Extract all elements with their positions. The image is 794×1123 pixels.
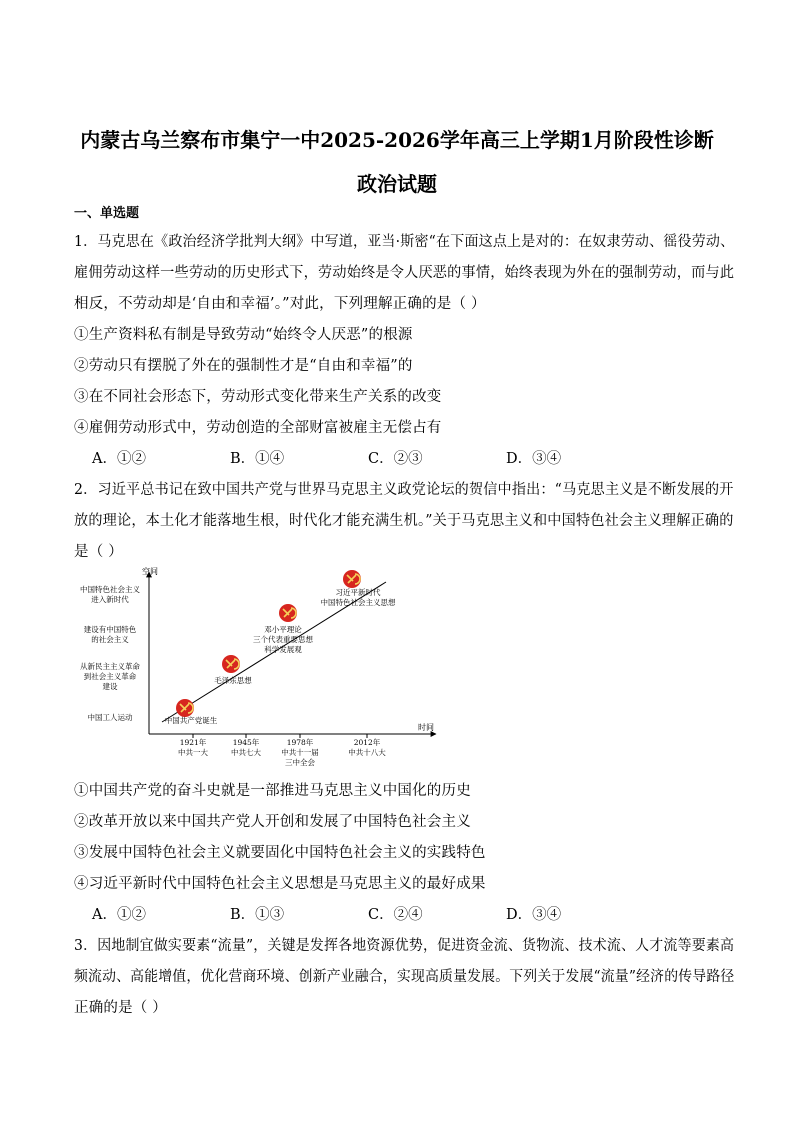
x-label: 中共七大 [231, 748, 261, 757]
q2-statement: ②改革开放以来中国共产党人开创和发展了中国特色社会主义 [74, 814, 471, 830]
x-label: 中共一大 [178, 748, 208, 757]
q1-statement: ①生产资料私有制是导致劳动“始终令人厌恶”的根源 [74, 327, 413, 343]
q2-statement: ①中国共产党的奋斗史就是一部推进马克思主义中国化的历史 [74, 783, 471, 799]
q2-stem-line: 放的理论，本土化才能落地生根，时代化才能充满生机。”关于马克思主义和中国特色社会主义理解正确的 [74, 513, 734, 529]
option-a[interactable]: A．①② [92, 451, 146, 467]
milestone-label: 邓小平理论 [264, 625, 302, 634]
x-label: 中共十八大 [348, 748, 386, 757]
x-label: 2012年 [353, 738, 381, 747]
q2-stem-line: 是（ ） [74, 544, 123, 560]
option-a[interactable]: A．①② [92, 907, 146, 923]
y-label: 中国特色社会主义 [80, 585, 140, 594]
option-b[interactable]: B．①③ [230, 907, 285, 923]
x-label: 三中全会 [285, 758, 315, 767]
option-c[interactable]: C．②③ [368, 451, 423, 467]
y-label: 的社会主义 [91, 635, 129, 644]
y-label: 到社会主义革命 [83, 672, 137, 681]
party-emblem-icon [222, 655, 240, 673]
x-label: 1978年 [286, 738, 314, 747]
milestone-label: 习近平新时代 [335, 588, 381, 597]
exam-title: 内蒙古乌兰察布市集宁一中2025-2026学年高三上学期1月阶段性诊断 [80, 128, 714, 152]
option-d[interactable]: D．③④ [506, 451, 562, 467]
milestone-label: 中国共产党诞生 [164, 716, 218, 725]
q2-stem-line: 2．习近平总书记在致中国共产党与世界马克思主义政党论坛的贺信中指出：“马克思主义是不断发展的开 [74, 482, 734, 498]
milestone-label: 毛泽东思想 [214, 676, 252, 685]
option-d[interactable]: D．③④ [506, 907, 562, 923]
q1-statement: ②劳动只有摆脱了外在的强制性才是“自由和幸福”的 [74, 358, 413, 374]
y-label: 中国工人运动 [87, 713, 133, 722]
option-b[interactable]: B．①④ [230, 451, 285, 467]
y-label: 进入新时代 [91, 595, 129, 604]
milestone-label: 科学发展观 [264, 645, 302, 654]
x-label: 中共十一届 [281, 748, 319, 757]
q1-stem-line: 相反，不劳动却是‘自由和幸福’。”对此，下列理解正确的是（ ） [74, 296, 486, 312]
x-label: 1945年 [232, 738, 260, 747]
party-emblem-icon [176, 699, 194, 717]
q1-statement: ③在不同社会形态下，劳动形式变化带来生产关系的改变 [74, 389, 442, 405]
q3-stem-line: 频流动、高能增值，优化营商环境、创新产业融合，实现高质量发展。下列关于发展“流量”经济的传导路径 [74, 969, 735, 985]
q2-options [92, 903, 561, 924]
q1-options [92, 447, 561, 468]
y-label: 建设 [102, 682, 118, 691]
sinicization-timeline-figure [74, 562, 444, 770]
q3-stem-line: 正确的是（ ） [74, 1000, 168, 1016]
milestone-label: 三个代表重要思想 [253, 635, 313, 644]
q1-stem-line: 雇佣劳动这样一些劳动的历史形式下，劳动始终是令人厌恶的事情，始终表现为外在的强制劳动，而与此 [74, 265, 735, 281]
q2-statement: ③发展中国特色社会主义就要固化中国特色社会主义的实践特色 [74, 845, 486, 861]
section-heading: 一、单选题 [74, 206, 140, 221]
party-emblem-icon [343, 570, 361, 588]
q3-stem-line: 3．因地制宜做实要素“流量”，关键是发挥各地资源优势，促进资金流、货物流、技术流、人才流等要素高 [74, 938, 735, 954]
exam-subject-title: 政治试题 [357, 172, 437, 196]
x-label: 1921年 [179, 738, 207, 747]
y-label: 建设有中国特色 [83, 625, 137, 634]
y-axis-label: 空间 [142, 567, 158, 576]
y-label: 从新民主主义革命 [80, 662, 140, 671]
milestone-label: 中国特色社会主义思想 [320, 598, 396, 607]
q1-statement: ④雇佣劳动形式中，劳动创造的全部财富被雇主无偿占有 [74, 420, 442, 436]
party-emblem-icon [279, 604, 297, 622]
x-axis-label: 时间 [418, 723, 434, 732]
option-c[interactable]: C．②④ [368, 907, 423, 923]
q2-statement: ④习近平新时代中国特色社会主义思想是马克思主义的最好成果 [74, 876, 486, 892]
q1-stem-line: 1．马克思在《政治经济学批判大纲》中写道，亚当·斯密“在下面这点上是对的：在奴隶劳动、徭役劳动、 [74, 234, 735, 250]
